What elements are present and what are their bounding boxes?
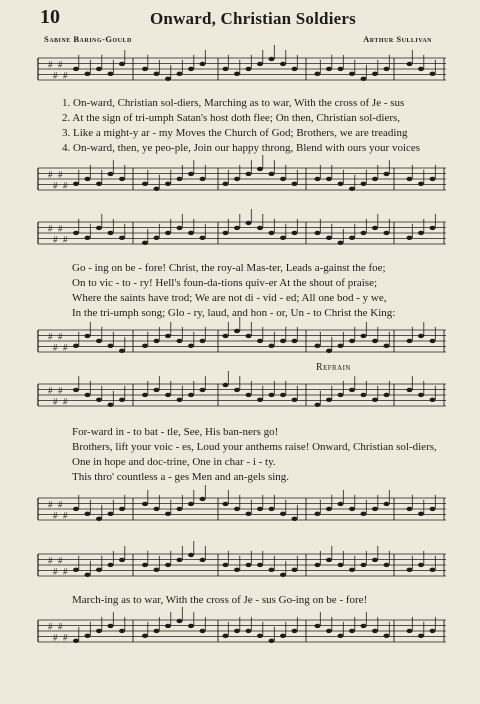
note-head bbox=[269, 57, 275, 61]
refrain-line: March-ing as to war, With the cross of Je - sus Go-ing on be - fore! bbox=[72, 594, 368, 606]
note-head bbox=[108, 72, 114, 76]
note-head bbox=[269, 393, 275, 397]
note-head bbox=[85, 334, 91, 338]
note-head bbox=[269, 639, 275, 643]
note-head bbox=[119, 349, 125, 353]
sharp-sign: # bbox=[58, 331, 63, 342]
sharp-sign: # bbox=[48, 331, 53, 342]
note-head bbox=[407, 62, 413, 66]
note-head bbox=[326, 507, 332, 511]
note-head bbox=[142, 182, 148, 186]
note-head bbox=[361, 77, 367, 81]
note-head bbox=[361, 512, 367, 516]
note-head bbox=[372, 226, 378, 230]
note-head bbox=[73, 507, 79, 511]
note-head bbox=[407, 629, 413, 633]
note-head bbox=[188, 172, 194, 176]
music-staff-treble-4 bbox=[38, 546, 446, 588]
note-head bbox=[85, 177, 91, 181]
sharp-sign: # bbox=[58, 499, 63, 510]
note-head bbox=[361, 334, 367, 338]
note-head bbox=[142, 67, 148, 71]
sharp-sign: # bbox=[48, 59, 53, 70]
sharp-sign: # bbox=[48, 223, 53, 234]
note-head bbox=[200, 629, 206, 633]
note-head bbox=[73, 67, 79, 71]
note-head bbox=[326, 558, 332, 562]
note-head bbox=[418, 67, 424, 71]
note-head bbox=[73, 568, 79, 572]
note-head bbox=[119, 398, 125, 402]
note-head bbox=[257, 339, 263, 343]
verse-line-8: In the tri-umph song; Glo - ry, laud, and hon - or, Un - to Christ the King: bbox=[72, 307, 396, 319]
note-head bbox=[188, 393, 194, 397]
verse-line-1: 1. On-ward, Christian sol-diers, Marching as to war, With the cross of Je - sus bbox=[62, 97, 405, 109]
note-head bbox=[234, 177, 240, 181]
note-head bbox=[372, 507, 378, 511]
note-head bbox=[188, 344, 194, 348]
note-head bbox=[430, 629, 436, 633]
sharp-sign: # bbox=[58, 555, 63, 566]
composer-credit: Arthur Sullivan bbox=[363, 34, 432, 44]
note-head bbox=[223, 182, 229, 186]
note-head bbox=[372, 558, 378, 562]
sharp-sign: # bbox=[53, 342, 58, 353]
note-head bbox=[188, 231, 194, 235]
note-head bbox=[246, 563, 252, 567]
note-head bbox=[349, 629, 355, 633]
note-head bbox=[384, 634, 390, 638]
hymn-number: 10 bbox=[40, 6, 60, 28]
note-head bbox=[223, 67, 229, 71]
note-head bbox=[96, 182, 102, 186]
note-head bbox=[372, 339, 378, 343]
note-head bbox=[418, 634, 424, 638]
note-head bbox=[407, 568, 413, 572]
note-head bbox=[384, 67, 390, 71]
note-head bbox=[338, 67, 344, 71]
note-head bbox=[315, 231, 321, 235]
sharp-sign: # bbox=[58, 59, 63, 70]
note-head bbox=[349, 72, 355, 76]
note-head bbox=[338, 182, 344, 186]
sharp-sign: # bbox=[53, 70, 58, 81]
note-head bbox=[142, 502, 148, 506]
note-head bbox=[430, 72, 436, 76]
note-head bbox=[280, 573, 286, 577]
music-staff-treble-2 bbox=[38, 214, 446, 256]
note-head bbox=[108, 563, 114, 567]
note-head bbox=[292, 568, 298, 572]
note-head bbox=[108, 403, 114, 407]
note-head bbox=[418, 393, 424, 397]
note-head bbox=[200, 62, 206, 66]
note-head bbox=[165, 334, 171, 338]
note-head bbox=[361, 563, 367, 567]
note-head bbox=[85, 236, 91, 240]
note-head bbox=[418, 231, 424, 235]
note-head bbox=[96, 339, 102, 343]
note-head bbox=[326, 398, 332, 402]
note-head bbox=[234, 629, 240, 633]
note-head bbox=[165, 393, 171, 397]
note-head bbox=[165, 563, 171, 567]
note-head bbox=[269, 344, 275, 348]
note-head bbox=[177, 339, 183, 343]
note-head bbox=[154, 72, 160, 76]
note-head bbox=[280, 236, 286, 240]
note-head bbox=[154, 236, 160, 240]
note-head bbox=[142, 344, 148, 348]
note-head bbox=[200, 388, 206, 392]
note-head bbox=[257, 62, 263, 66]
note-head bbox=[384, 344, 390, 348]
refrain-label: Refrain bbox=[316, 362, 351, 373]
note-head bbox=[154, 388, 160, 392]
note-head bbox=[407, 388, 413, 392]
note-head bbox=[280, 62, 286, 66]
note-head bbox=[280, 177, 286, 181]
note-head bbox=[154, 339, 160, 343]
note-head bbox=[326, 67, 332, 71]
note-head bbox=[177, 72, 183, 76]
sharp-sign: # bbox=[53, 632, 58, 643]
note-head bbox=[326, 349, 332, 353]
note-head bbox=[200, 339, 206, 343]
note-head bbox=[246, 393, 252, 397]
verse-line-12: This thro' countless a - ges Men and an-gels sing. bbox=[72, 471, 290, 483]
note-head bbox=[188, 624, 194, 628]
note-head bbox=[361, 624, 367, 628]
sharp-sign: # bbox=[63, 632, 68, 643]
note-head bbox=[223, 334, 229, 338]
note-head bbox=[430, 568, 436, 572]
note-head bbox=[349, 568, 355, 572]
sharp-sign: # bbox=[58, 169, 63, 180]
note-head bbox=[85, 512, 91, 516]
hymn-title: Onward, Christian Soldiers bbox=[150, 9, 356, 28]
note-head bbox=[119, 62, 125, 66]
note-head bbox=[73, 344, 79, 348]
note-head bbox=[372, 72, 378, 76]
note-head bbox=[349, 507, 355, 511]
note-head bbox=[188, 553, 194, 557]
note-head bbox=[292, 517, 298, 521]
note-head bbox=[200, 558, 206, 562]
note-head bbox=[165, 231, 171, 235]
note-head bbox=[418, 512, 424, 516]
note-head bbox=[315, 512, 321, 516]
verse-line-6: On to vic - to - ry! Hell's foun-da-tions quiv-er At the shout of praise; bbox=[72, 277, 378, 289]
note-head bbox=[315, 177, 321, 181]
note-head bbox=[407, 177, 413, 181]
note-head bbox=[85, 393, 91, 397]
note-head bbox=[223, 563, 229, 567]
note-head bbox=[73, 182, 79, 186]
sharp-sign: # bbox=[53, 510, 58, 521]
note-head bbox=[177, 619, 183, 623]
note-head bbox=[349, 236, 355, 240]
note-head bbox=[200, 497, 206, 501]
music-staff-treble-1 bbox=[38, 50, 446, 92]
note-head bbox=[96, 226, 102, 230]
sharp-sign: # bbox=[53, 396, 58, 407]
note-head bbox=[234, 568, 240, 572]
note-head bbox=[338, 502, 344, 506]
note-head bbox=[177, 226, 183, 230]
sharp-sign: # bbox=[63, 566, 68, 577]
sharp-sign: # bbox=[48, 169, 53, 180]
note-head bbox=[407, 507, 413, 511]
note-head bbox=[384, 231, 390, 235]
note-head bbox=[349, 339, 355, 343]
note-head bbox=[142, 563, 148, 567]
note-head bbox=[326, 177, 332, 181]
note-head bbox=[223, 502, 229, 506]
note-head bbox=[234, 507, 240, 511]
note-head bbox=[165, 512, 171, 516]
note-head bbox=[384, 172, 390, 176]
note-head bbox=[418, 334, 424, 338]
note-head bbox=[315, 403, 321, 407]
note-head bbox=[108, 231, 114, 235]
note-head bbox=[142, 634, 148, 638]
note-head bbox=[338, 634, 344, 638]
note-head bbox=[234, 72, 240, 76]
sharp-sign: # bbox=[58, 223, 63, 234]
note-head bbox=[96, 629, 102, 633]
note-head bbox=[292, 67, 298, 71]
music-staff-treble-3 bbox=[38, 376, 446, 418]
note-head bbox=[119, 629, 125, 633]
note-head bbox=[223, 383, 229, 387]
verse-line-10: Brothers, lift your voic - es, Loud your anthems raise! Onward, Christian sol-diers, bbox=[72, 441, 437, 453]
note-head bbox=[430, 226, 436, 230]
sharp-sign: # bbox=[63, 396, 68, 407]
note-head bbox=[372, 629, 378, 633]
note-head bbox=[372, 177, 378, 181]
note-head bbox=[154, 187, 160, 191]
note-head bbox=[246, 512, 252, 516]
verse-line-2: 2. At the sign of tri-umph Satan's host doth flee; On then, Christian sol-diers, bbox=[62, 112, 401, 124]
note-head bbox=[315, 344, 321, 348]
note-head bbox=[349, 187, 355, 191]
sharp-sign: # bbox=[58, 385, 63, 396]
note-head bbox=[73, 231, 79, 235]
verse-line-5: Go - ing on be - fore! Christ, the roy-al Mas-ter, Leads a-gainst the foe; bbox=[72, 262, 386, 274]
note-head bbox=[292, 629, 298, 633]
note-head bbox=[108, 512, 114, 516]
note-head bbox=[85, 72, 91, 76]
note-head bbox=[338, 393, 344, 397]
note-head bbox=[315, 563, 321, 567]
note-head bbox=[96, 398, 102, 402]
sharp-sign: # bbox=[48, 499, 53, 510]
sharp-sign: # bbox=[53, 180, 58, 191]
music-staff-bass-3 bbox=[38, 490, 446, 528]
note-head bbox=[154, 507, 160, 511]
verse-line-4: 4. On-ward, then, ye peo-ple, Join our happy throng, Blend with ours your voices bbox=[62, 142, 421, 154]
note-head bbox=[292, 182, 298, 186]
note-head bbox=[119, 507, 125, 511]
note-head bbox=[165, 624, 171, 628]
note-head bbox=[177, 507, 183, 511]
note-head bbox=[119, 558, 125, 562]
note-head bbox=[430, 339, 436, 343]
note-head bbox=[85, 634, 91, 638]
note-head bbox=[154, 629, 160, 633]
note-head bbox=[234, 329, 240, 333]
note-head bbox=[269, 507, 275, 511]
note-head bbox=[361, 182, 367, 186]
note-head bbox=[96, 517, 102, 521]
note-head bbox=[418, 182, 424, 186]
note-head bbox=[73, 639, 79, 643]
note-head bbox=[257, 398, 263, 402]
note-head bbox=[85, 573, 91, 577]
note-head bbox=[315, 72, 321, 76]
sharp-sign: # bbox=[48, 555, 53, 566]
note-head bbox=[280, 393, 286, 397]
note-head bbox=[407, 236, 413, 240]
note-head bbox=[154, 568, 160, 572]
note-head bbox=[177, 177, 183, 181]
note-head bbox=[257, 226, 263, 230]
sharp-sign: # bbox=[48, 621, 53, 632]
music-staff-bass-4 bbox=[38, 612, 446, 652]
note-head bbox=[96, 67, 102, 71]
note-head bbox=[269, 231, 275, 235]
note-head bbox=[384, 563, 390, 567]
note-head bbox=[223, 231, 229, 235]
note-head bbox=[349, 388, 355, 392]
note-head bbox=[246, 221, 252, 225]
note-head bbox=[223, 634, 229, 638]
note-head bbox=[280, 339, 286, 343]
note-head bbox=[177, 398, 183, 402]
note-head bbox=[165, 77, 171, 81]
lyricist-credit: Sabine Baring-Gould bbox=[44, 34, 132, 44]
note-head bbox=[407, 339, 413, 343]
note-head bbox=[326, 629, 332, 633]
note-head bbox=[280, 512, 286, 516]
note-head bbox=[384, 393, 390, 397]
note-head bbox=[269, 172, 275, 176]
verse-line-9: For-ward in - to bat - tle, See, His ban-ners go! bbox=[72, 426, 279, 438]
note-head bbox=[257, 634, 263, 638]
note-head bbox=[372, 398, 378, 402]
note-head bbox=[257, 563, 263, 567]
sharp-sign: # bbox=[63, 234, 68, 245]
note-head bbox=[292, 339, 298, 343]
note-head bbox=[246, 172, 252, 176]
note-head bbox=[338, 241, 344, 245]
note-head bbox=[280, 634, 286, 638]
note-head bbox=[418, 563, 424, 567]
note-head bbox=[338, 563, 344, 567]
note-head bbox=[188, 67, 194, 71]
note-head bbox=[430, 507, 436, 511]
note-head bbox=[96, 568, 102, 572]
sharp-sign: # bbox=[63, 180, 68, 191]
note-head bbox=[246, 334, 252, 338]
note-head bbox=[430, 177, 436, 181]
sharp-sign: # bbox=[53, 234, 58, 245]
note-head bbox=[338, 344, 344, 348]
music-staff-bass-2 bbox=[38, 322, 446, 360]
note-head bbox=[315, 624, 321, 628]
verse-line-3: 3. Like a might-y ar - my Moves the Church of God; Brothers, we are treading bbox=[62, 127, 408, 139]
note-head bbox=[384, 502, 390, 506]
note-head bbox=[188, 502, 194, 506]
note-head bbox=[119, 177, 125, 181]
note-head bbox=[292, 398, 298, 402]
note-head bbox=[326, 236, 332, 240]
sharp-sign: # bbox=[58, 621, 63, 632]
note-head bbox=[430, 398, 436, 402]
note-head bbox=[246, 67, 252, 71]
sharp-sign: # bbox=[53, 566, 58, 577]
note-head bbox=[257, 507, 263, 511]
note-head bbox=[108, 344, 114, 348]
sharp-sign: # bbox=[63, 510, 68, 521]
note-head bbox=[361, 393, 367, 397]
verse-line-11: One in hope and doc-trine, One in char - i - ty. bbox=[72, 456, 276, 468]
note-head bbox=[361, 231, 367, 235]
music-staff-bass-1 bbox=[38, 160, 446, 198]
note-head bbox=[119, 236, 125, 240]
sharp-sign: # bbox=[63, 70, 68, 81]
note-head bbox=[177, 558, 183, 562]
note-head bbox=[269, 568, 275, 572]
note-head bbox=[234, 388, 240, 392]
note-head bbox=[108, 624, 114, 628]
note-head bbox=[292, 231, 298, 235]
note-head bbox=[165, 182, 171, 186]
note-head bbox=[257, 167, 263, 171]
note-head bbox=[142, 393, 148, 397]
note-head bbox=[200, 236, 206, 240]
note-head bbox=[200, 177, 206, 181]
note-head bbox=[234, 226, 240, 230]
note-head bbox=[246, 629, 252, 633]
sharp-sign: # bbox=[63, 342, 68, 353]
note-head bbox=[73, 388, 79, 392]
sharp-sign: # bbox=[48, 385, 53, 396]
verse-line-7: Where the saints have trod; We are not di - vid - ed; All one bod - y we, bbox=[72, 292, 387, 304]
note-head bbox=[142, 241, 148, 245]
note-head bbox=[108, 172, 114, 176]
